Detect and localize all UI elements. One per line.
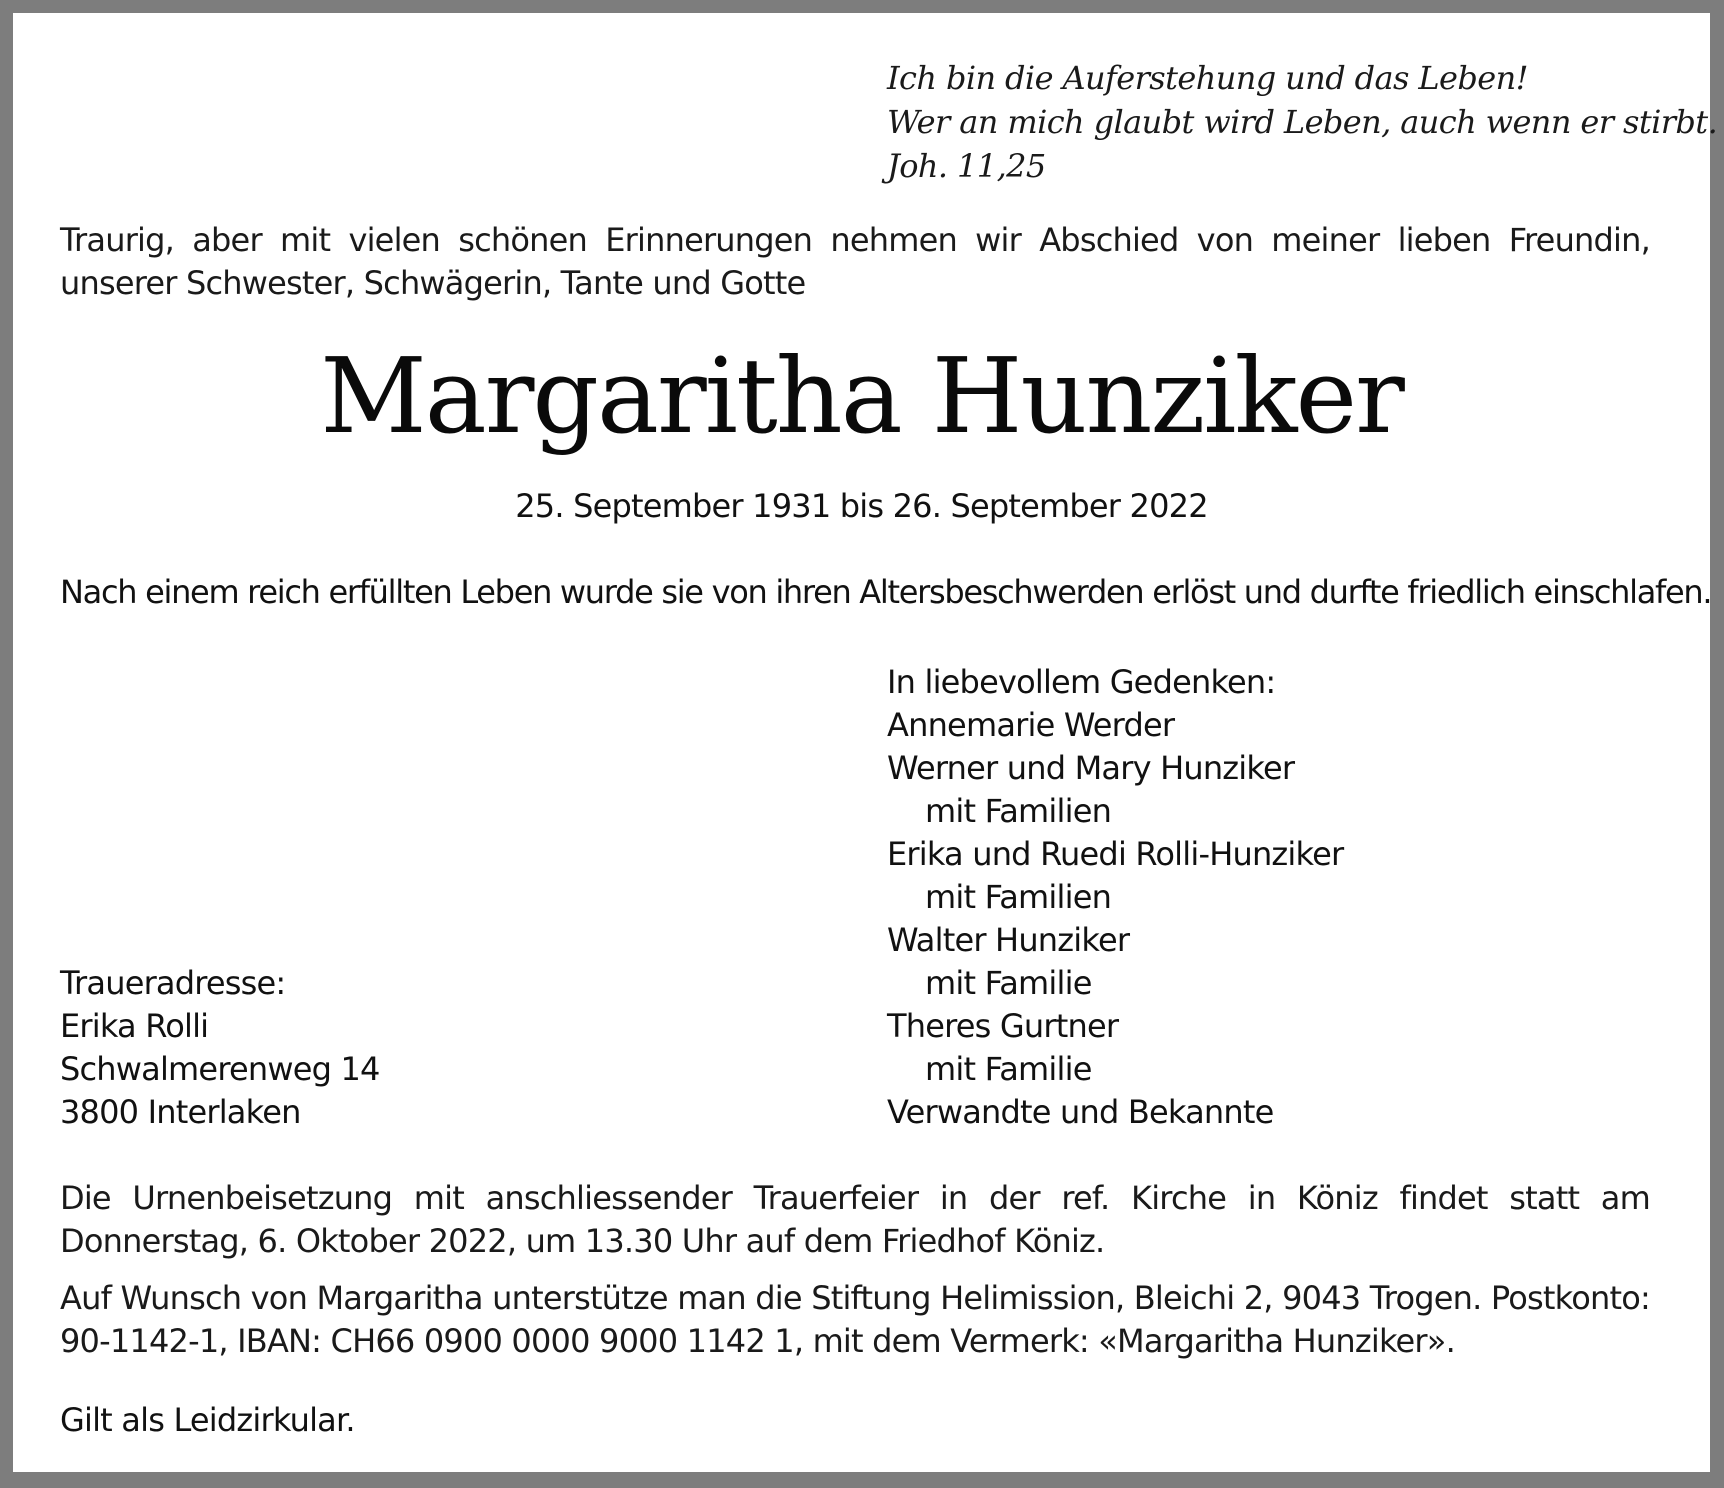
mourning-address [60,962,380,1134]
address-line: Erika Rolli [60,1007,209,1045]
quote-reference: Joh. 11,25 [887,147,1046,185]
life-text: Nach einem reich erfüllten Leben wurde sie von ihren Altersbeschwerden erlöst und durfte friedlich einschlafen. [60,573,1712,611]
quote-line: Wer an mich glaubt wird Leben, auch wenn er stirbt. [887,103,1718,141]
donation-text: Auf Wunsch von Margaritha unterstütze man die Stiftung Helimission, Bleichi 2, 9043 Trogen. Postkonto: 90-1142-1, IBAN: CH66 0900 0000 9000 1142 1, mit dem Vermerk: «Margaritha Hunziker». [60,1279,1650,1360]
life-dates: 25. September 1931 bis 26. September 2022 [515,487,1208,525]
quote-line: Ich bin die Auferstehung und das Leben! [887,59,1528,97]
address-line: Schwalmerenweg 14 [60,1050,380,1088]
deceased-name: Margaritha Hunziker [320,335,1403,457]
address-line: 3800 Interlaken [60,1093,301,1131]
mourner-entry: Theres Gurtner [887,1007,1119,1045]
bible-quote [887,56,1717,188]
ceremony-text: Die Urnenbeisetzung mit anschliessender Trauerfeier in der ref. Kirche in Köniz findet statt am Donnerstag, 6. Oktober 2022, um 13.30 Uhr auf dem Friedhof Köniz. [60,1179,1650,1260]
obituary-page [13,13,1718,1472]
closing-text: Gilt als Leidzirkular. [60,1401,355,1439]
intro-text: Traurig, aber mit vielen schönen Erinnerungen nehmen wir Abschied von meiner lieben Freundin, unserer Schwester, Schwägerin, Tante und Gotte [60,221,1650,302]
mourner-entry: Verwandte und Bekannte [887,1093,1274,1131]
mourner-entry: Annemarie Werder [887,706,1175,744]
mourner-entry: mit Familie [925,964,1092,1002]
mourner-entry: mit Familien [925,878,1112,916]
address-heading: Traueradresse: [60,964,286,1002]
mourners-heading: In liebevollem Gedenken: [887,663,1276,701]
mourner-entry: mit Familien [925,792,1112,830]
mourner-entry: Walter Hunziker [887,921,1130,959]
mourner-entry: Werner und Mary Hunziker [887,749,1295,787]
mourner-entry: mit Familie [925,1050,1092,1088]
mourners-list [887,661,1343,1134]
mourner-entry: Erika und Ruedi Rolli-Hunziker [887,835,1344,873]
